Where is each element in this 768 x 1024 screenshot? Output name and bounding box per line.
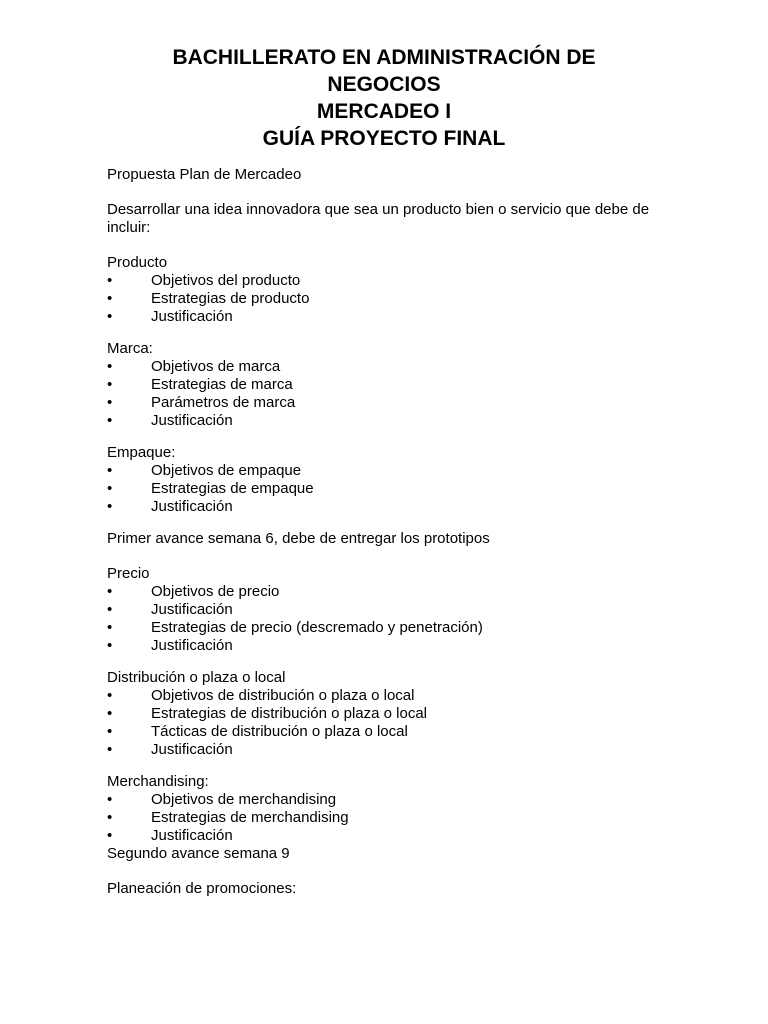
list-item (107, 601, 667, 619)
list-item (107, 394, 667, 412)
bullet-icon: • (107, 498, 113, 515)
list-item (107, 637, 667, 655)
intro-text: Propuesta Plan de Mercadeo (107, 166, 302, 183)
list-item (107, 705, 667, 723)
list-item-text: Estrategias de merchandising (151, 809, 349, 826)
title-line: BACHILLERATO EN ADMINISTRACIÓN DE (172, 46, 596, 69)
list-item-text: Justificación (151, 827, 233, 844)
section-producto (107, 254, 667, 326)
section-distribucion (107, 669, 667, 759)
bullet-icon: • (107, 619, 113, 636)
bullet-list (107, 791, 667, 845)
list-item (107, 376, 667, 394)
section-empaque (107, 444, 667, 516)
list-item-text: Justificación (151, 498, 233, 515)
list-item-text: Objetivos del producto (151, 272, 301, 289)
bullet-list (107, 358, 667, 430)
list-item-text: Justificación (151, 412, 233, 429)
bullet-icon: • (107, 308, 113, 325)
bullet-list (107, 583, 667, 655)
list-item-text: Estrategias de marca (151, 376, 293, 393)
list-item-text: Estrategias de distribución o plaza o local (151, 705, 427, 722)
section-marca (107, 340, 667, 430)
list-item (107, 723, 667, 741)
title-line: NEGOCIOS (327, 73, 441, 96)
section-merchandising (107, 773, 667, 845)
title-line: MERCADEO I (316, 100, 452, 123)
bullet-icon: • (107, 741, 113, 758)
list-item (107, 791, 667, 809)
bullet-icon: • (107, 290, 113, 307)
bullet-icon: • (107, 462, 113, 479)
section-heading: Precio (107, 565, 150, 582)
bullet-list (107, 462, 667, 516)
list-item-text: Objetivos de merchandising (151, 791, 337, 808)
list-item-text: Justificación (151, 308, 233, 325)
list-item (107, 741, 667, 759)
list-item (107, 462, 667, 480)
bullet-icon: • (107, 583, 113, 600)
list-item-text: Justificación (151, 637, 233, 654)
section-heading: Merchandising: (107, 773, 209, 790)
list-item (107, 272, 667, 290)
bullet-icon: • (107, 358, 113, 375)
list-item-text: Estrategias de precio (descremado y penetración) (151, 619, 483, 636)
bullet-icon: • (107, 412, 113, 429)
list-item-text: Justificación (151, 601, 233, 618)
section-heading: Marca: (107, 340, 153, 357)
list-item-text: Objetivos de empaque (151, 462, 302, 479)
bullet-icon: • (107, 705, 113, 722)
bullet-icon: • (107, 809, 113, 826)
bullet-icon: • (107, 723, 113, 740)
bullet-icon: • (107, 480, 113, 497)
list-item-text: Justificación (151, 741, 233, 758)
list-item-text: Objetivos de precio (151, 583, 280, 600)
bullet-icon: • (107, 272, 113, 289)
list-item (107, 809, 667, 827)
bullet-icon: • (107, 394, 113, 411)
list-item (107, 480, 667, 498)
first-deliverable-text: Primer avance semana 6, debe de entregar los prototipos (107, 530, 490, 547)
second-deliverable-text: Segundo avance semana 9 (107, 845, 290, 862)
section-heading: Empaque: (107, 444, 176, 461)
list-item-text: Estrategias de empaque (151, 480, 314, 497)
section-heading: Producto (107, 254, 168, 271)
list-item-text: Parámetros de marca (151, 394, 296, 411)
list-item-text: Objetivos de marca (151, 358, 281, 375)
bullet-icon: • (107, 791, 113, 808)
bullet-icon: • (107, 687, 113, 704)
title-line: GUÍA PROYECTO FINAL (262, 127, 506, 150)
list-item (107, 583, 667, 601)
bullet-list (107, 687, 667, 759)
list-item (107, 687, 667, 705)
list-item (107, 290, 667, 308)
document-title (107, 44, 661, 152)
section-heading: Distribución o plaza o local (107, 669, 286, 686)
list-item-text: Objetivos de distribución o plaza o local (151, 687, 415, 704)
bullet-icon: • (107, 827, 113, 844)
list-item (107, 412, 667, 430)
bullet-icon: • (107, 376, 113, 393)
list-item (107, 619, 667, 637)
list-item (107, 308, 667, 326)
bullet-icon: • (107, 601, 113, 618)
list-item (107, 498, 667, 516)
bullet-icon: • (107, 637, 113, 654)
promotions-heading: Planeación de promociones: (107, 880, 297, 897)
list-item-text: Tácticas de distribución o plaza o local (151, 723, 408, 740)
section-precio (107, 565, 667, 655)
bullet-list (107, 272, 667, 326)
document-page (107, 44, 667, 915)
list-item-text: Estrategias de producto (151, 290, 310, 307)
list-item (107, 827, 667, 845)
description-text: Desarrollar una idea innovadora que sea un producto bien o servicio que debe de incluir: (107, 201, 650, 236)
list-item (107, 358, 667, 376)
